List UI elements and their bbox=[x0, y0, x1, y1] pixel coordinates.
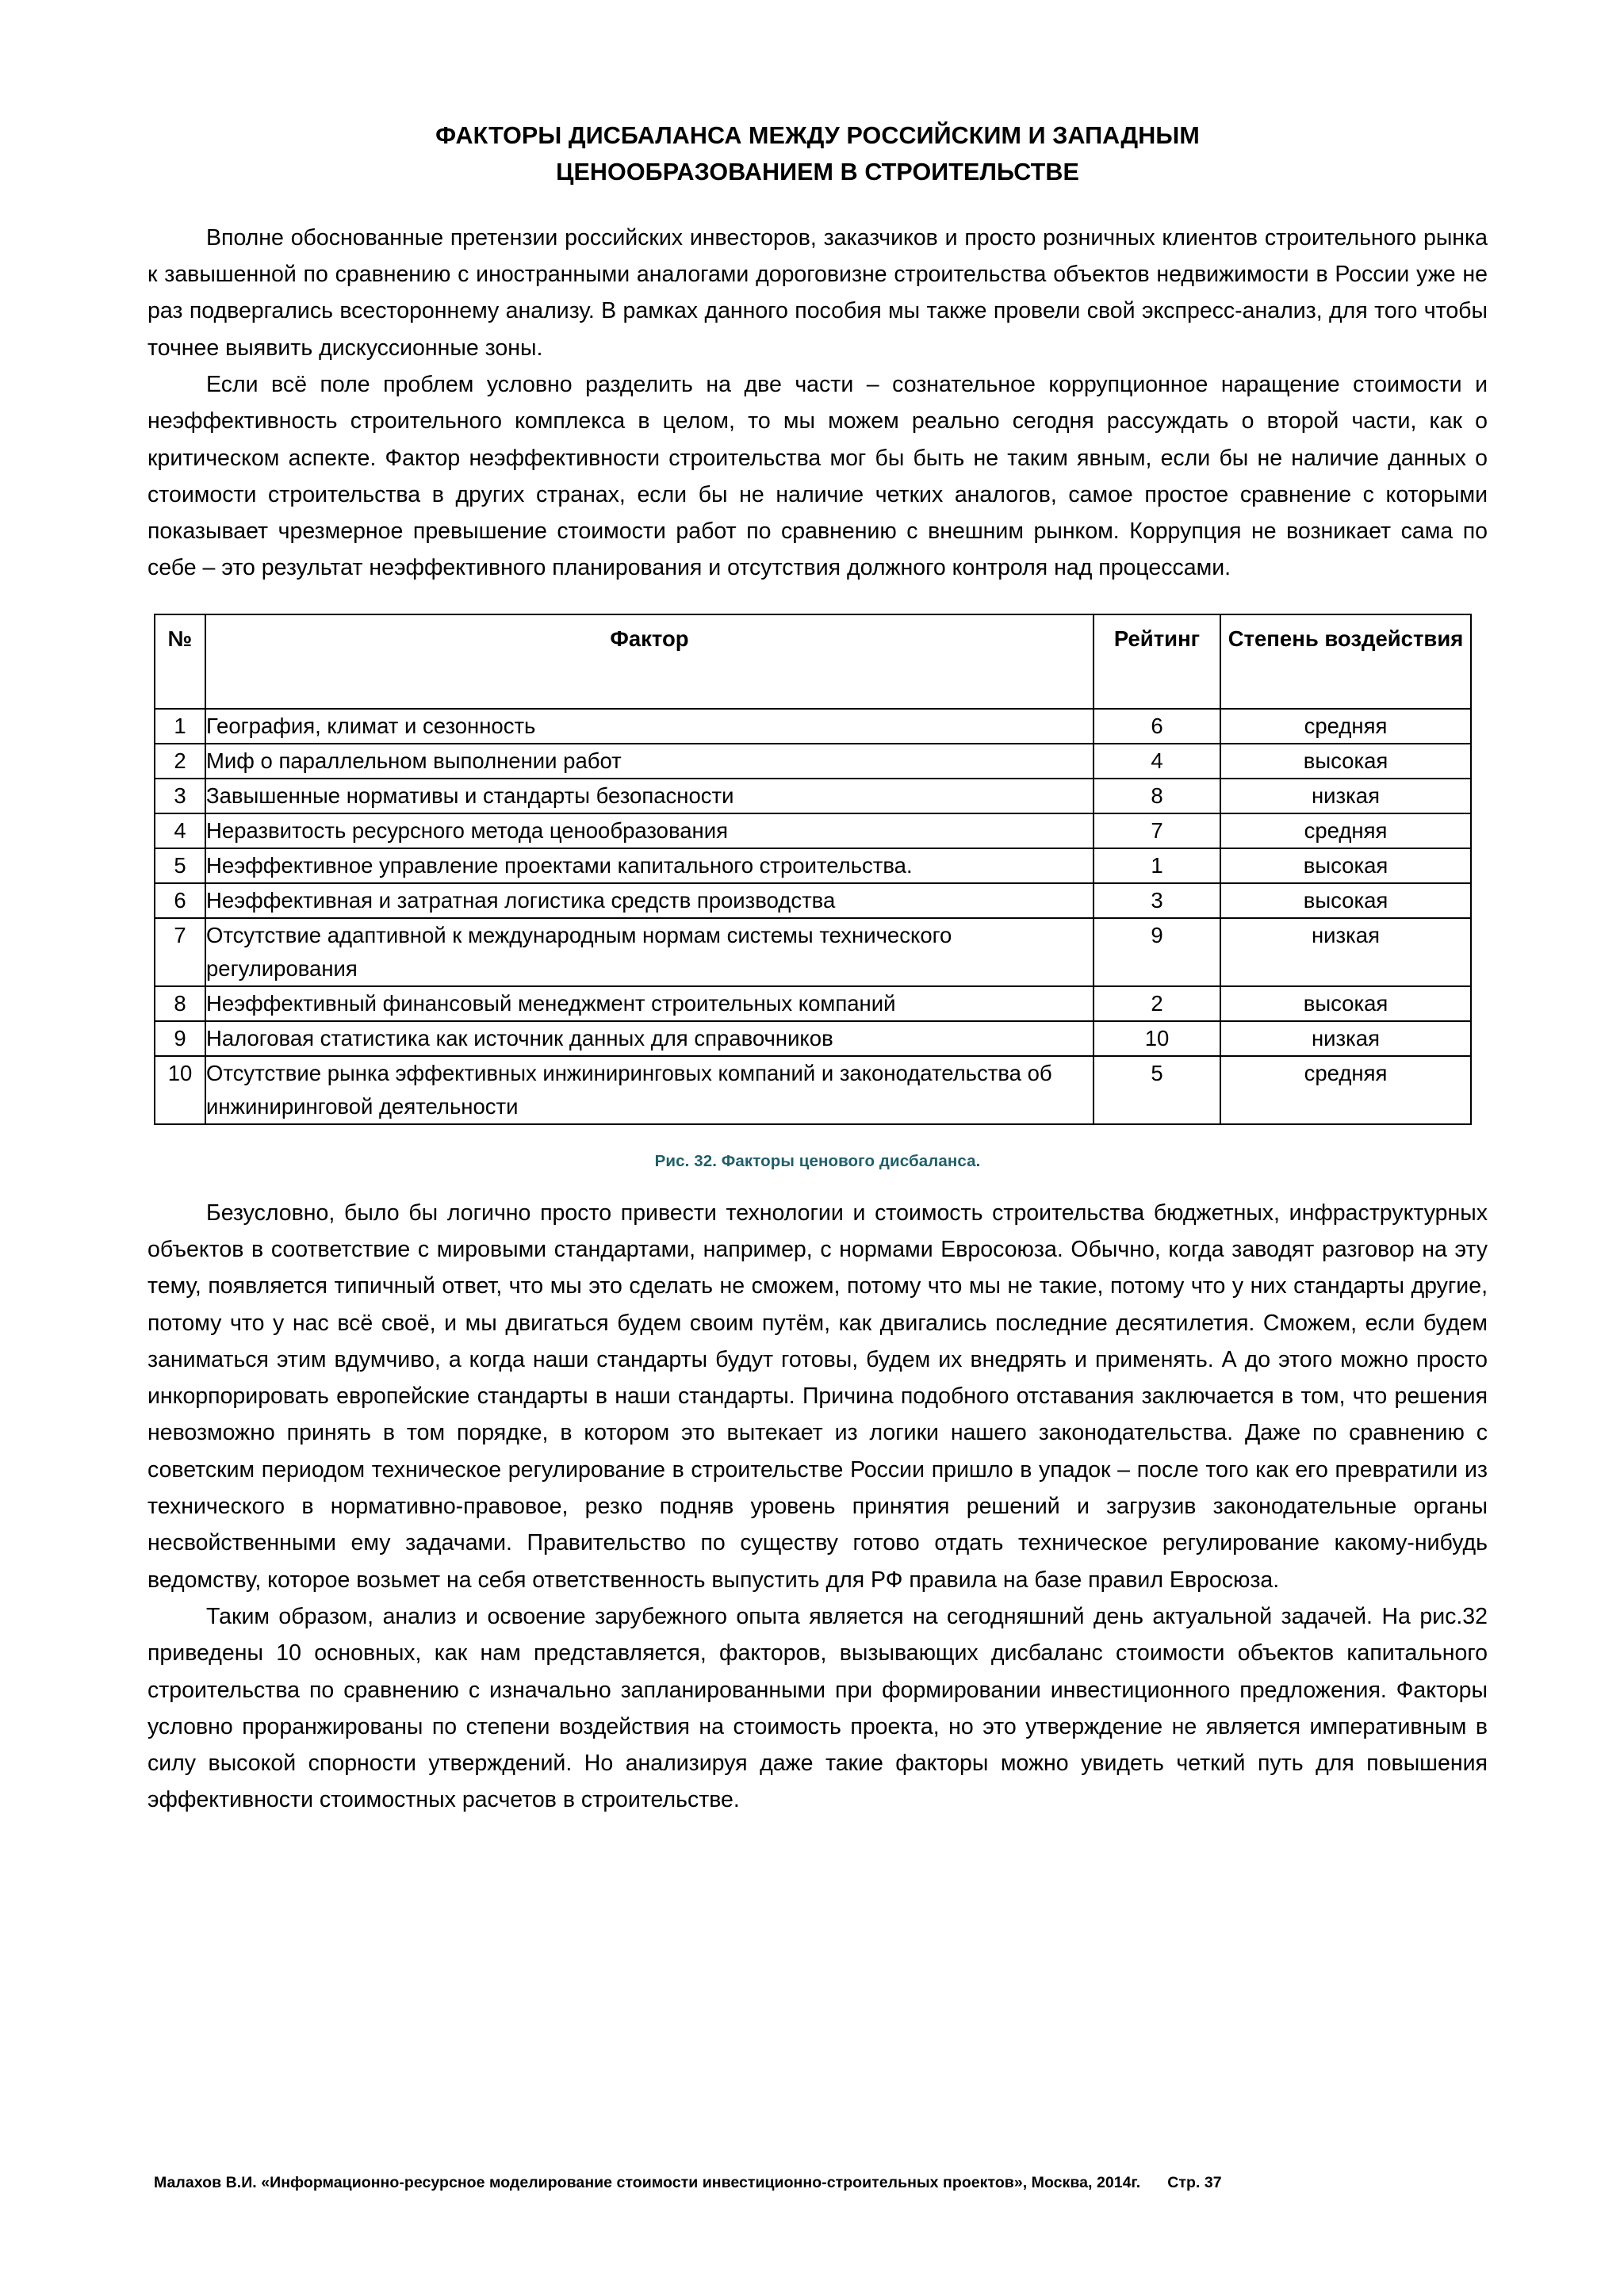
cell-degree: высокая bbox=[1220, 883, 1471, 918]
cell-rating: 10 bbox=[1094, 1021, 1220, 1056]
page-title bbox=[147, 0, 1488, 191]
cell-number: 2 bbox=[155, 744, 205, 779]
cell-rating: 2 bbox=[1094, 986, 1220, 1021]
table-row bbox=[155, 918, 1471, 986]
caption-spacer bbox=[147, 1171, 1488, 1195]
table-row bbox=[155, 883, 1471, 918]
cell-rating: 6 bbox=[1094, 709, 1220, 744]
cell-factor: Неэффективная и затратная логистика средств производства bbox=[205, 883, 1094, 918]
footer-page-number: Стр. 37 bbox=[1167, 2174, 1222, 2191]
paragraph-standards: Безусловно, было бы логично просто привести технологии и стоимость строительства бюджетных, инфраструктурных объектов в соответствие с мировыми стандартами, например, с нормами Евросоюза. Обычно, когда заводят разговор на эту тему, появляется типичный ответ, что мы это сделать не сможем, потому что мы не такие, потому что у них стандарты другие, потому что у нас всё своё, и мы двигаться будем своим путём, как двигались последние десятилетия. Сможем, если будем заниматься этим вдумчиво, а когда наши стандарты будут готовы, будем их внедрять и применять. А до этого можно просто инкорпорировать европейские стандарты в наши стандарты. Причина подобного отставания заключается в том, что решения невозможно принять в том порядке, в котором это вытекает из логики нашего законодательства. Даже по сравнению с советским периодом техническое регулирование в строительстве России пришло в упадок – после того как его превратили из технического в нормативно-правовое, резко подняв уровень принятия решений и загрузив законодательные органы несвойственными ему задачами. Правительство по существу готово отдать техническое регулирование какому-нибудь ведомству, которое возьмет на себя ответственность выпустить для РФ правила на базе правил Евросюза. bbox=[147, 1200, 1488, 1593]
cell-degree: средняя bbox=[1220, 813, 1471, 848]
cell-degree: низкая bbox=[1220, 779, 1471, 813]
factors-table-head bbox=[155, 614, 1471, 709]
table-row bbox=[155, 1056, 1471, 1124]
cell-factor: Неэффективный финансовый менеджмент строительных компаний bbox=[205, 986, 1094, 1021]
cell-rating: 3 bbox=[1094, 883, 1220, 918]
cell-degree: средняя bbox=[1220, 709, 1471, 744]
page-title-line-2: ЦЕНООБРАЗОВАНИЕМ В СТРОИТЕЛЬСТВЕ bbox=[556, 159, 1079, 186]
table-row bbox=[155, 813, 1471, 848]
title-spacer bbox=[147, 191, 1488, 204]
cell-number: 9 bbox=[155, 1021, 205, 1056]
cell-rating: 5 bbox=[1094, 1056, 1220, 1124]
cell-number: 4 bbox=[155, 813, 205, 848]
cell-number: 8 bbox=[155, 986, 205, 1021]
table-row bbox=[155, 779, 1471, 813]
table-row bbox=[155, 848, 1471, 883]
cell-factor: Налоговая статистика как источник данных для справочников bbox=[205, 1021, 1094, 1056]
cell-number: 6 bbox=[155, 883, 205, 918]
cell-degree: высокая bbox=[1220, 744, 1471, 779]
cell-rating: 8 bbox=[1094, 779, 1220, 813]
cell-factor: Отсутствие рынка эффективных инжиниринговых компаний и законодательства об инжиниринговой деятельности bbox=[205, 1056, 1094, 1124]
cell-factor: Завышенные нормативы и стандарты безопасности bbox=[205, 779, 1094, 813]
cell-rating: 4 bbox=[1094, 744, 1220, 779]
factors-table bbox=[154, 614, 1472, 1125]
footer-reference: Малахов В.И. «Информационно-ресурсное моделирование стоимости инвестиционно-строительных проектов», Москва, 2014г. bbox=[154, 2174, 1141, 2191]
cell-factor: Неразвитость ресурсного метода ценообразования bbox=[205, 813, 1094, 848]
column-header-factor: Фактор bbox=[205, 614, 1094, 709]
cell-number: 3 bbox=[155, 779, 205, 813]
page-content bbox=[147, 0, 1488, 1819]
cell-degree: высокая bbox=[1220, 986, 1471, 1021]
cell-degree: низкая bbox=[1220, 1021, 1471, 1056]
table-row bbox=[155, 1021, 1471, 1056]
table-row bbox=[155, 986, 1471, 1021]
cell-number: 7 bbox=[155, 918, 205, 986]
table-header-row bbox=[155, 614, 1471, 709]
table-row bbox=[155, 744, 1471, 779]
factors-table-body bbox=[155, 709, 1471, 1124]
cell-degree: низкая bbox=[1220, 918, 1471, 986]
paragraph-conclusion: Таким образом, анализ и освоение зарубежного опыта является на сегодняшний день актуальной задачей. На рис.32 приведены 10 основных, как нам представляется, факторов, вызывающих дисбаланс стоимости объектов капитального строительства по сравнению с изначально запланированными при формировании инвестиционного предложения. Факторы условно проранжированы по степени воздействия на стоимость проекта, но это утверждение не является императивным в силу высокой спорности утверждений. Но анализируя даже такие факторы можно увидеть четкий путь для повышения эффективности стоимостных расчетов в строительстве. bbox=[147, 1603, 1488, 1813]
cell-factor: Отсутствие адаптивной к международным нормам системы технического регулирования bbox=[205, 918, 1094, 986]
paragraph-problem-field: Если всё поле проблем условно разделить на две части – сознательное коррупционное наращение стоимости и неэффективность строительного комплекса в целом, то мы можем реально сегодня рассуждать о второй части, как о критическом аспекте. Фактор неэффективности строительства мог бы быть не таким явным, если бы не наличие данных о стоимости строительства в других странах, если бы не наличие четких аналогов, самое простое сравнение с которыми показывает чрезмерное превышение стоимости работ по сравнению с внешним рынком. Коррупция не возникает сама по себе – это результат неэффективного планирования и отсутствия должного контроля над процессами. bbox=[147, 371, 1488, 581]
cell-factor: Неэффективное управление проектами капитального строительства. bbox=[205, 848, 1094, 883]
column-header-degree: Степень воздействия bbox=[1220, 614, 1471, 709]
column-header-number: № bbox=[155, 614, 205, 709]
page-footer bbox=[154, 2174, 1486, 2192]
cell-degree: средняя bbox=[1220, 1056, 1471, 1124]
cell-rating: 9 bbox=[1094, 918, 1220, 986]
cell-factor: Миф о параллельном выполнении работ bbox=[205, 744, 1094, 779]
figure-caption: Рис. 32. Факторы ценового дисбаланса. bbox=[654, 1151, 981, 1170]
cell-factor: География, климат и сезонность bbox=[205, 709, 1094, 744]
cell-degree: высокая bbox=[1220, 848, 1471, 883]
cell-rating: 1 bbox=[1094, 848, 1220, 883]
table-row bbox=[155, 709, 1471, 744]
column-header-rating: Рейтинг bbox=[1094, 614, 1220, 709]
page-title-line-1: ФАКТОРЫ ДИСБАЛАНСА МЕЖДУ РОССИЙСКИМ И ЗАПАДНЫМ bbox=[435, 122, 1200, 149]
cell-number: 10 bbox=[155, 1056, 205, 1124]
cell-number: 5 bbox=[155, 848, 205, 883]
cell-rating: 7 bbox=[1094, 813, 1220, 848]
paragraph-intro: Вполне обоснованные претензии российских инвесторов, заказчиков и просто розничных клиентов строительного рынка к завышенной по сравнению с иностранными аналогами дороговизне строительства объектов недвижимости в России уже не раз подвергались всестороннему анализу. В рамках данного пособия мы также провели свой экспресс-анализ, для того чтобы точнее выявить дискуссионные зоны. bbox=[147, 224, 1488, 361]
cell-number: 1 bbox=[155, 709, 205, 744]
